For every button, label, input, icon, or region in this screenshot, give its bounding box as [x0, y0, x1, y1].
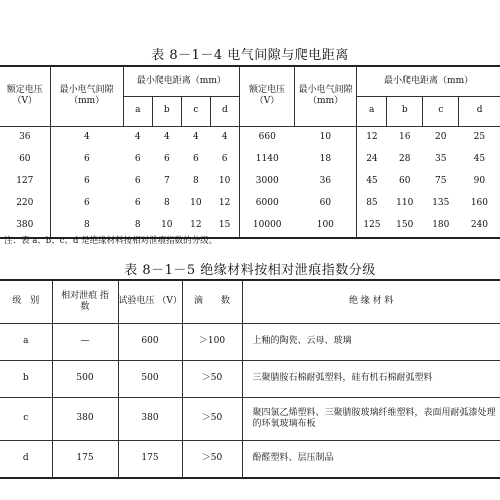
header-rated-voltage-2: 额定电压 （V） — [239, 66, 294, 126]
table-row — [0, 361, 500, 398]
cell-min-clearance: 8 — [50, 215, 123, 238]
cell-creepage-d: 12 — [210, 193, 239, 215]
cell-creepage-c-2: 75 — [435, 175, 447, 186]
cell-creepage-a-2: 45 — [357, 171, 387, 193]
cell-min-clearance: 6 — [50, 171, 123, 193]
header-grade-b: b — [152, 96, 181, 126]
header-min-creepage: 最小爬电距离（mm） — [123, 66, 239, 96]
cell-creepage-c: 6 — [192, 153, 199, 164]
cell-creepage-c-2: 20 — [435, 131, 447, 142]
cell-creepage-a: 6 — [134, 153, 141, 164]
table-row — [0, 193, 500, 215]
cell-creepage-b-2: 110 — [396, 197, 414, 208]
cell-creepage-a-2: 12 — [357, 126, 387, 149]
cell-creepage-a: 6 — [134, 197, 141, 208]
cell-min-clearance-2: 60 — [319, 197, 332, 208]
cell-grade: c — [0, 398, 52, 441]
cell-creepage-c-2: 180 — [423, 215, 459, 238]
header-grade-d-2: d — [459, 96, 500, 126]
cell-creepage-d-2: 45 — [473, 153, 486, 164]
cell-creepage-a: 4 — [134, 131, 141, 142]
cell-min-clearance: 4 — [50, 126, 123, 149]
header-test-voltage: 试验电压 （V） — [118, 280, 182, 324]
cell-min-clearance-2: 36 — [319, 175, 332, 186]
cell-rated-voltage-2: 1140 — [239, 149, 294, 171]
cell-creepage-a-2: 125 — [357, 215, 387, 238]
cell-creepage-b: 10 — [152, 215, 181, 238]
cell-creepage-d-2: 240 — [459, 215, 500, 238]
cell-creepage-a-2: 24 — [357, 149, 387, 171]
cell-creepage-b: 4 — [163, 131, 170, 142]
header-grade-d: d — [210, 96, 239, 126]
cell-creepage-b-2: 150 — [387, 215, 423, 238]
cell-creepage-c: 10 — [190, 197, 202, 208]
cell-rated-voltage: 127 — [16, 175, 34, 186]
cell-min-clearance: 6 — [50, 149, 123, 171]
table-row — [0, 126, 500, 149]
cell-grade: a — [0, 324, 52, 361]
header-grade-a: a — [123, 96, 152, 126]
header-grade-a-2: a — [357, 96, 387, 126]
cell-material: 三聚腈胺石棉耐弧塑料，硅有机石棉耐弧塑料 — [242, 361, 500, 398]
header-grade-c-2: c — [423, 96, 459, 126]
cell-min-clearance-2: 100 — [295, 215, 357, 238]
cell-creepage-b: 6 — [163, 153, 170, 164]
cell-creepage-a: 6 — [134, 175, 141, 186]
header-rated-voltage: 额定电压 （V） — [0, 66, 50, 126]
cell-creepage-b: 7 — [163, 175, 170, 186]
cell-tracking-index: — — [52, 324, 118, 361]
cell-creepage-b-2: 16 — [398, 131, 411, 142]
cell-creepage-d: 10 — [210, 171, 239, 193]
cell-creepage-d-2: 160 — [470, 197, 488, 208]
cell-creepage-c-2: 35 — [435, 153, 447, 164]
cell-test-voltage: 380 — [118, 398, 182, 441]
cell-tracking-index: 500 — [52, 361, 118, 398]
table-row — [0, 398, 500, 441]
header-drops: 滴 数 — [182, 280, 242, 324]
cell-creepage-b-2: 60 — [398, 175, 411, 186]
cell-creepage-d-2: 90 — [473, 175, 486, 186]
table-row — [0, 171, 500, 193]
cell-creepage-d-2: 25 — [473, 131, 486, 142]
cell-rated-voltage-2: 10000 — [239, 215, 294, 238]
insulation-grade-table — [0, 279, 500, 479]
header-material: 绝 缘 材 料 — [242, 280, 500, 324]
cell-creepage-c: 12 — [181, 215, 210, 238]
cell-creepage-a: 8 — [123, 215, 152, 238]
cell-creepage-b-2: 28 — [398, 153, 411, 164]
header-grade-b-2: b — [387, 96, 423, 126]
cell-rated-voltage-2: 3000 — [239, 171, 294, 193]
clearance-creepage-table — [0, 65, 500, 239]
cell-min-clearance-2: 18 — [319, 153, 332, 164]
cell-creepage-d: 15 — [210, 215, 239, 238]
header-grade: 级 别 — [0, 280, 52, 324]
table1-note: 注：表 a、b、c、d 是绝缘材料按相对泄痕指数的分级。 — [4, 236, 218, 246]
cell-creepage-d: 6 — [210, 149, 239, 171]
header-min-clearance-2: 最小电气间隙 （mm） — [295, 66, 357, 126]
table-row — [0, 324, 500, 361]
cell-material: 聚四氯乙烯塑料、三聚腈胺玻璃纤维塑料，表面用耐弧漆处理的环氧玻璃布板 — [242, 398, 500, 441]
header-min-creepage-2: 最小爬电距离（mm） — [357, 66, 500, 96]
cell-material: 酚醛塑料、层压制品 — [242, 441, 500, 479]
cell-grade: b — [0, 361, 52, 398]
cell-drops: ＞50 — [182, 361, 242, 398]
cell-creepage-d: 4 — [210, 126, 239, 149]
cell-tracking-index: 175 — [52, 441, 118, 479]
cell-creepage-c: 4 — [192, 131, 199, 142]
cell-creepage-b: 8 — [163, 197, 170, 208]
cell-rated-voltage-2: 6000 — [239, 193, 294, 215]
table-row — [0, 441, 500, 479]
table2-title: 表 8－1－5 绝缘材料按相对泄痕指数分级 — [124, 263, 376, 278]
cell-rated-voltage-2: 660 — [239, 126, 294, 149]
table-row — [0, 149, 500, 171]
cell-drops: ＞50 — [182, 441, 242, 479]
header-grade-c: c — [181, 96, 210, 126]
cell-test-voltage: 175 — [118, 441, 182, 479]
cell-drops: ＞100 — [182, 324, 242, 361]
header-min-clearance: 最小电气间隙 （mm） — [50, 66, 123, 126]
cell-test-voltage: 600 — [118, 324, 182, 361]
header-tracking-index: 相对泄痕 指 数 — [52, 280, 118, 324]
cell-drops: ＞50 — [182, 398, 242, 441]
cell-creepage-a-2: 85 — [357, 193, 387, 215]
cell-min-clearance-2: 10 — [319, 131, 332, 142]
cell-rated-voltage: 60 — [19, 153, 31, 164]
cell-creepage-c-2: 135 — [432, 197, 450, 208]
cell-tracking-index: 380 — [52, 398, 118, 441]
cell-grade: d — [0, 441, 52, 479]
cell-rated-voltage: 36 — [19, 131, 31, 142]
cell-rated-voltage: 380 — [0, 215, 50, 238]
cell-rated-voltage: 220 — [16, 197, 34, 208]
cell-test-voltage: 500 — [118, 361, 182, 398]
cell-min-clearance: 6 — [50, 193, 123, 215]
cell-creepage-c: 8 — [192, 175, 199, 186]
cell-material: 上釉的陶瓷、云母、玻璃 — [242, 324, 500, 361]
table1-title: 表 8－1－4 电气间隙与爬电距离 — [151, 48, 349, 63]
